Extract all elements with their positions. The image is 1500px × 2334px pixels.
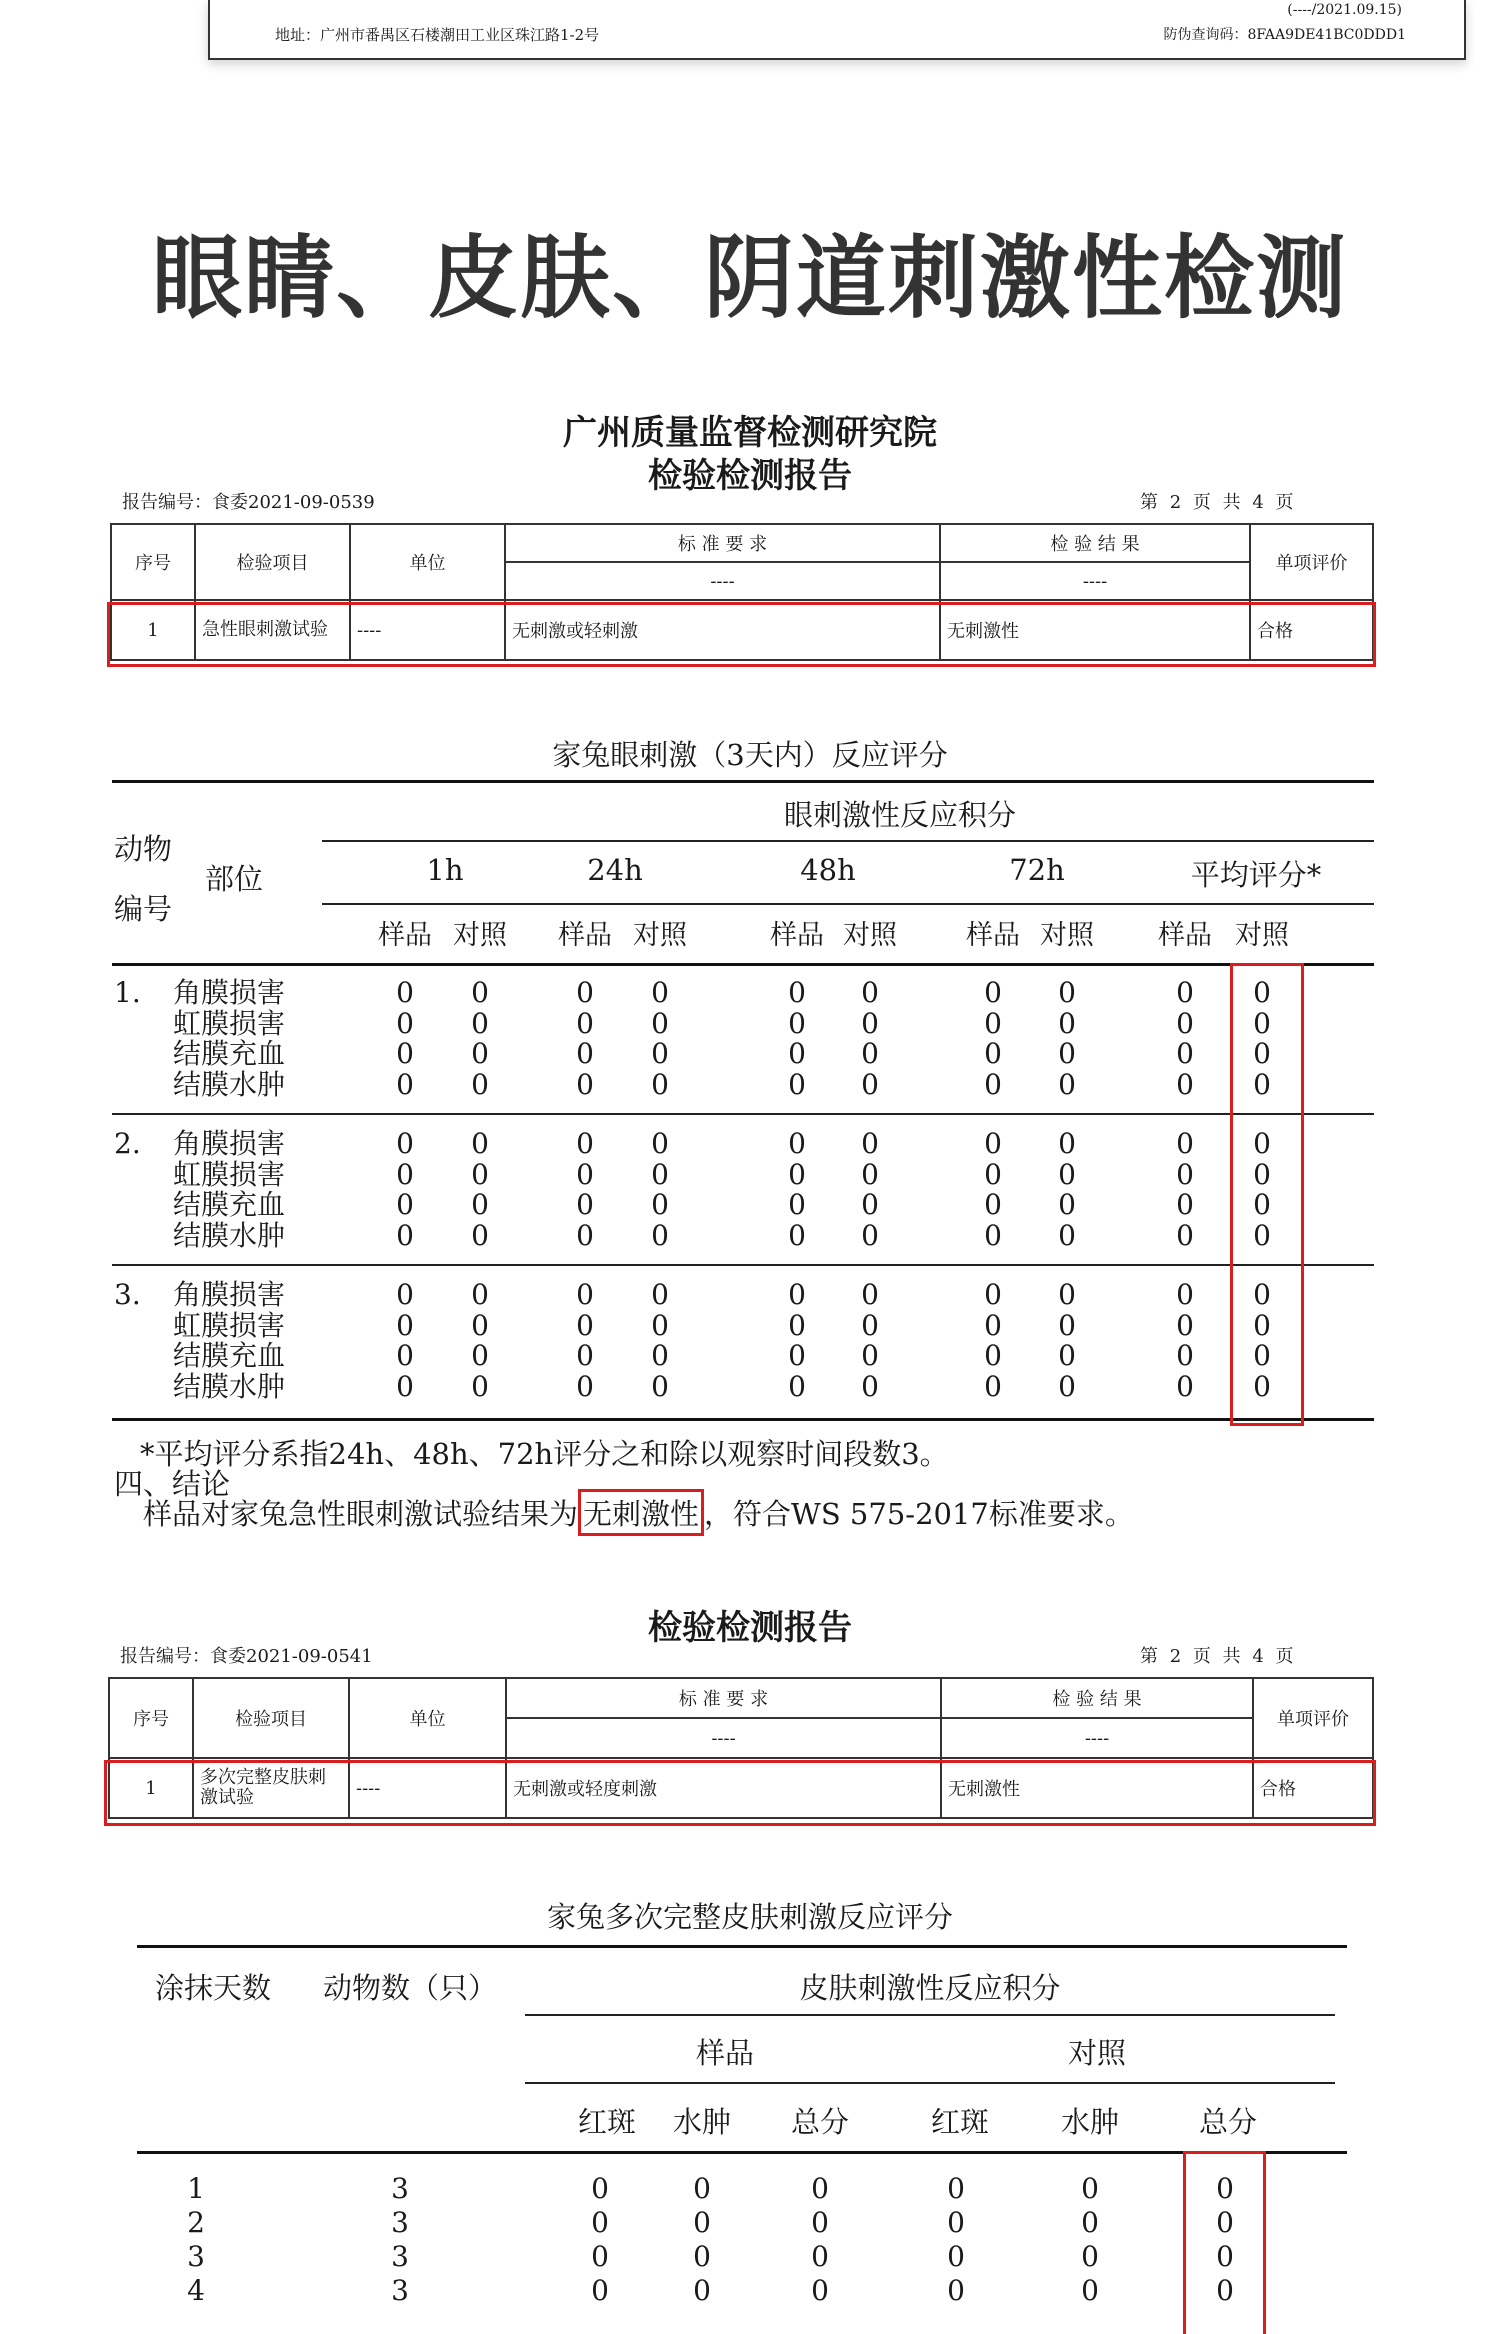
highlight-box-report1-row — [107, 602, 1376, 667]
eye-score: 0 — [861, 976, 879, 1009]
skin-score: 0 — [693, 2206, 711, 2239]
skin-score: 0 — [811, 2274, 829, 2307]
eye-score: 0 — [1253, 1157, 1271, 1191]
eye-score: 0 — [651, 1067, 669, 1101]
report1-page: 第 2 页 共 4 页 — [1140, 492, 1294, 513]
eye-time-header: 24h — [587, 853, 643, 887]
eye-score: 0 — [651, 976, 669, 1009]
eye-score: 0 — [788, 1218, 806, 1252]
eye-part-label: 角膜损害 — [173, 1127, 286, 1160]
eye-score: 0 — [651, 1339, 669, 1372]
eye-score: 0 — [396, 1188, 414, 1221]
eye-score: 0 — [396, 1369, 414, 1403]
skin-score: 0 — [947, 2206, 965, 2239]
skin-sub-header: 总分 — [1198, 2105, 1257, 2139]
eye-group-rule — [112, 1113, 1374, 1115]
eye-score: 0 — [984, 1188, 1002, 1221]
eye-score: 0 — [1253, 1067, 1271, 1101]
eye-span-rule — [322, 840, 1374, 842]
skin-group-control: 对照 — [1067, 2036, 1126, 2070]
eye-score: 0 — [576, 1006, 594, 1040]
eye-sub-sample: 样品 — [770, 920, 824, 951]
skin-sub-header: 水肿 — [672, 2105, 731, 2139]
eye-sub-sample: 样品 — [1158, 920, 1212, 951]
eye-span-header: 眼刺激性反应积分 — [783, 798, 1016, 832]
eye-time-header: 1h — [426, 853, 464, 887]
header-evaluation: 单项评价 — [1250, 524, 1373, 600]
eye-score: 0 — [984, 1339, 1002, 1372]
header-result: 检 验 结 果 — [941, 1678, 1253, 1718]
skin-score: 0 — [591, 2240, 609, 2273]
eye-score: 0 — [861, 1067, 879, 1101]
report1-number: 报告编号：食委2021-09-0539 — [122, 492, 375, 513]
skin-day: 2 — [187, 2206, 205, 2239]
row-unit: ---- — [349, 1758, 506, 1818]
eye-col-animal-2: 编号 — [114, 892, 173, 926]
conclusion-highlight: 无刺激性 — [578, 1489, 704, 1536]
skin-animal-count: 3 — [391, 2240, 409, 2273]
eye-score: 0 — [788, 1188, 806, 1221]
eye-score: 0 — [1253, 1127, 1271, 1160]
eye-part-label: 结膜水肿 — [173, 1369, 286, 1403]
eye-score: 0 — [788, 1127, 806, 1160]
eye-time-header: 72h — [1009, 853, 1065, 887]
skin-score: 0 — [1216, 2206, 1234, 2239]
eye-score: 0 — [1253, 1188, 1271, 1221]
eye-score: 0 — [576, 1339, 594, 1372]
eye-score: 0 — [651, 1308, 669, 1342]
anti-fake-code: 防伪查询码：8FAA9DE41BC0DDD1 — [1163, 27, 1406, 43]
eye-score: 0 — [576, 1157, 594, 1191]
eye-score: 0 — [1176, 1308, 1194, 1342]
eye-part-label: 角膜损害 — [173, 976, 286, 1009]
eye-score: 0 — [396, 1157, 414, 1191]
highlight-box-control-average — [1230, 963, 1304, 1426]
eye-sub-control: 对照 — [843, 920, 897, 951]
eye-score: 0 — [1058, 1278, 1076, 1311]
row-evaluation: 合格 — [1253, 1758, 1373, 1818]
eye-score: 0 — [861, 1369, 879, 1403]
row-standard: 无刺激或轻刺激 — [505, 600, 940, 660]
header-item: 检验项目 — [195, 524, 350, 600]
eye-score: 0 — [651, 1218, 669, 1252]
eye-part-label: 结膜水肿 — [173, 1218, 286, 1252]
eye-score: 0 — [1058, 1218, 1076, 1252]
eye-score: 0 — [576, 1369, 594, 1403]
eye-time-header: 48h — [800, 853, 856, 887]
eye-score: 0 — [1176, 1188, 1194, 1221]
eye-score: 0 — [471, 1067, 489, 1101]
eye-score: 0 — [861, 1157, 879, 1191]
skin-col-animals: 动物数（只） — [323, 1971, 498, 2005]
skin-day: 1 — [187, 2172, 205, 2205]
eye-score: 0 — [984, 1369, 1002, 1403]
header-standard: 标 准 要 求 — [505, 524, 940, 562]
header-result: 检 验 结 果 — [940, 524, 1250, 562]
eye-score: 0 — [651, 1157, 669, 1191]
skin-day: 3 — [187, 2240, 205, 2273]
row-item: 急性眼刺激试验 — [195, 600, 350, 660]
eye-score: 0 — [471, 1157, 489, 1191]
eye-score: 0 — [396, 1006, 414, 1040]
eye-score: 0 — [1058, 1157, 1076, 1191]
eye-score: 0 — [984, 1157, 1002, 1191]
eye-sub-sample: 样品 — [558, 920, 612, 951]
eye-score: 0 — [1253, 1278, 1271, 1311]
eye-score: 0 — [576, 1218, 594, 1252]
report2-page: 第 2 页 共 4 页 — [1140, 1646, 1294, 1667]
eye-sub-control: 对照 — [1040, 920, 1094, 951]
eye-table-title: 家兔眼刺激（3天内）反应评分 — [552, 738, 948, 772]
skin-score: 0 — [1216, 2274, 1234, 2307]
eye-score: 0 — [1176, 1218, 1194, 1252]
skin-animal-count: 3 — [391, 2172, 409, 2205]
eye-score: 0 — [984, 1308, 1002, 1342]
eye-score: 0 — [651, 1006, 669, 1040]
eye-col-animal-1: 动物 — [114, 832, 173, 866]
eye-score: 0 — [984, 1127, 1002, 1160]
header-item: 检验项目 — [193, 1678, 349, 1758]
highlight-box-report2-row — [104, 1760, 1376, 1826]
eye-score: 0 — [788, 1278, 806, 1311]
skin-score: 0 — [1216, 2172, 1234, 2205]
eye-score: 0 — [1176, 1339, 1194, 1372]
skin-table-top-rule — [137, 1945, 1347, 1948]
eye-score: 0 — [576, 1037, 594, 1070]
eye-animal-id: 1. — [114, 976, 141, 1009]
eye-score: 0 — [984, 976, 1002, 1009]
skin-score: 0 — [947, 2172, 965, 2205]
eye-part-label: 结膜水肿 — [173, 1067, 286, 1101]
eye-time-rule — [322, 903, 1374, 905]
report1-title: 检验检测报告 — [648, 456, 852, 496]
eye-score: 0 — [471, 1188, 489, 1221]
eye-score: 0 — [576, 1188, 594, 1221]
eye-header-bottom-rule — [112, 963, 1374, 966]
eye-score: 0 — [1176, 1127, 1194, 1160]
row-seq: 1 — [111, 600, 195, 660]
eye-score: 0 — [788, 1157, 806, 1191]
eye-col-part: 部位 — [205, 862, 264, 896]
eye-score: 0 — [471, 1006, 489, 1040]
skin-span-rule — [525, 2014, 1335, 2016]
skin-score: 0 — [947, 2240, 965, 2273]
eye-score: 0 — [1058, 976, 1076, 1009]
eye-score: 0 — [984, 1218, 1002, 1252]
eye-score: 0 — [1058, 1067, 1076, 1101]
result-dashes: ---- — [941, 1718, 1253, 1758]
header-seq: 序号 — [109, 1678, 193, 1758]
eye-score: 0 — [576, 1308, 594, 1342]
skin-animal-count: 3 — [391, 2206, 409, 2239]
row-standard: 无刺激或轻度刺激 — [506, 1758, 941, 1818]
eye-score: 0 — [788, 1006, 806, 1040]
eye-score: 0 — [1176, 1067, 1194, 1101]
highlight-box-control-total — [1183, 2151, 1266, 2334]
eye-score: 0 — [861, 1218, 879, 1252]
eye-table-bottom-rule — [112, 1418, 1374, 1421]
eye-score: 0 — [788, 1067, 806, 1101]
eye-score: 0 — [788, 1339, 806, 1372]
eye-score: 0 — [1058, 1037, 1076, 1070]
eye-score: 0 — [788, 976, 806, 1009]
eye-sub-sample: 样品 — [966, 920, 1020, 951]
skin-sub-header: 红斑 — [577, 2105, 636, 2139]
eye-score: 0 — [1253, 1218, 1271, 1252]
header-unit: 单位 — [349, 1678, 506, 1758]
eye-sub-sample: 样品 — [378, 920, 432, 951]
report2-number: 报告编号：食委2021-09-0541 — [120, 1646, 373, 1667]
certificate-date: (----/2021.09.15) — [1287, 2, 1402, 18]
eye-score: 0 — [788, 1369, 806, 1403]
eye-score: 0 — [396, 1278, 414, 1311]
eye-score: 0 — [1253, 1339, 1271, 1372]
eye-score: 0 — [471, 1218, 489, 1252]
eye-score: 0 — [471, 1369, 489, 1403]
eye-part-label: 结膜充血 — [173, 1339, 286, 1372]
skin-sub-header: 水肿 — [1060, 2105, 1119, 2139]
certificate-address: 地址：广州市番禺区石楼潮田工业区珠江路1-2号 — [275, 26, 600, 44]
eye-score: 0 — [471, 1278, 489, 1311]
eye-score: 0 — [1058, 1127, 1076, 1160]
header-standard: 标 准 要 求 — [506, 1678, 941, 1718]
eye-score: 0 — [576, 1278, 594, 1311]
institute-name: 广州质量监督检测研究院 — [563, 413, 937, 453]
eye-group-rule — [112, 1264, 1374, 1266]
eye-score: 0 — [471, 1308, 489, 1342]
eye-score: 0 — [576, 976, 594, 1009]
eye-score: 0 — [1176, 1157, 1194, 1191]
eye-score: 0 — [1176, 1369, 1194, 1403]
eye-score: 0 — [1253, 1037, 1271, 1070]
row-result: 无刺激性 — [941, 1758, 1253, 1818]
report2-title: 检验检测报告 — [648, 1608, 852, 1648]
standard-dashes: ---- — [505, 562, 940, 600]
eye-animal-id: 3. — [114, 1278, 141, 1311]
eye-score: 0 — [861, 1339, 879, 1372]
eye-animal-id: 2. — [114, 1127, 141, 1160]
certificate-card-bottom — [208, 0, 1466, 60]
eye-score: 0 — [1058, 1308, 1076, 1342]
eye-score: 0 — [861, 1278, 879, 1311]
conclusion-heading: 四、结论 — [114, 1467, 231, 1501]
eye-score: 0 — [576, 1067, 594, 1101]
skin-score: 0 — [591, 2274, 609, 2307]
eye-score: 0 — [861, 1006, 879, 1040]
eye-score: 0 — [1176, 1278, 1194, 1311]
eye-part-label: 结膜充血 — [173, 1188, 286, 1221]
standard-dashes: ---- — [506, 1718, 941, 1758]
eye-part-label: 虹膜损害 — [173, 1157, 286, 1191]
skin-score: 0 — [693, 2240, 711, 2273]
eye-score: 0 — [1176, 976, 1194, 1009]
page-title: 眼睛、皮肤、阴道刺激性检测 — [152, 226, 1348, 331]
eye-sub-control: 对照 — [453, 920, 507, 951]
row-unit: ---- — [350, 600, 505, 660]
eye-score: 0 — [984, 1037, 1002, 1070]
header-seq: 序号 — [111, 524, 195, 600]
skin-group-rule — [525, 2082, 1335, 2084]
skin-score: 0 — [1216, 2240, 1234, 2273]
eye-score: 0 — [1058, 1369, 1076, 1403]
skin-score: 0 — [1081, 2206, 1099, 2239]
skin-score: 0 — [811, 2206, 829, 2239]
result-dashes: ---- — [940, 562, 1250, 600]
row-item: 多次完整皮肤刺激试验 — [193, 1758, 349, 1818]
eye-score: 0 — [396, 1308, 414, 1342]
conclusion-pre: 样品对家兔急性眼刺激试验结果为 — [143, 1497, 579, 1531]
skin-animal-count: 3 — [391, 2274, 409, 2307]
skin-day: 4 — [187, 2274, 205, 2307]
eye-score: 0 — [1253, 1308, 1271, 1342]
eye-score: 0 — [984, 1067, 1002, 1101]
eye-score: 0 — [1176, 1006, 1194, 1040]
skin-score: 0 — [591, 2206, 609, 2239]
skin-score: 0 — [947, 2274, 965, 2307]
skin-score: 0 — [1081, 2240, 1099, 2273]
eye-score: 0 — [471, 1127, 489, 1160]
eye-score: 0 — [396, 1067, 414, 1101]
skin-group-sample: 样品 — [695, 2036, 754, 2070]
eye-score: 0 — [471, 1339, 489, 1372]
eye-score: 0 — [396, 1037, 414, 1070]
eye-score: 0 — [396, 1339, 414, 1372]
skin-table-title: 家兔多次完整皮肤刺激反应评分 — [546, 1900, 953, 1934]
eye-score: 0 — [861, 1188, 879, 1221]
skin-score: 0 — [811, 2172, 829, 2205]
conclusion-text — [143, 1492, 1134, 1533]
header-unit: 单位 — [350, 524, 505, 600]
eye-score: 0 — [651, 1369, 669, 1403]
eye-score: 0 — [984, 1006, 1002, 1040]
eye-score: 0 — [861, 1308, 879, 1342]
eye-score: 0 — [788, 1308, 806, 1342]
eye-sub-control: 对照 — [1235, 920, 1289, 951]
skin-sub-header: 红斑 — [930, 2105, 989, 2139]
eye-score: 0 — [396, 1218, 414, 1252]
eye-score: 0 — [471, 976, 489, 1009]
conclusion-post: ，符合WS 575-2017标准要求。 — [704, 1497, 1134, 1531]
eye-score: 0 — [788, 1037, 806, 1070]
row-evaluation: 合格 — [1250, 600, 1373, 660]
row-seq: 1 — [109, 1758, 193, 1818]
eye-table-top-rule — [112, 780, 1374, 783]
eye-score: 0 — [984, 1278, 1002, 1311]
eye-score: 0 — [1058, 1339, 1076, 1372]
eye-score: 0 — [651, 1037, 669, 1070]
eye-part-label: 虹膜损害 — [173, 1006, 286, 1040]
eye-part-label: 角膜损害 — [173, 1278, 286, 1311]
skin-score: 0 — [811, 2240, 829, 2273]
eye-footnote: *平均评分系指24h、48h、72h评分之和除以观察时间段数3。 — [140, 1437, 949, 1471]
skin-score: 0 — [693, 2274, 711, 2307]
skin-score: 0 — [693, 2172, 711, 2205]
eye-score: 0 — [396, 976, 414, 1009]
row-result: 无刺激性 — [940, 600, 1250, 660]
eye-score: 0 — [471, 1037, 489, 1070]
eye-score: 0 — [651, 1278, 669, 1311]
skin-col-days: 涂抹天数 — [155, 1971, 272, 2005]
eye-time-header: 平均评分* — [1190, 858, 1322, 892]
header-evaluation: 单项评价 — [1253, 1678, 1373, 1758]
eye-score: 0 — [1253, 976, 1271, 1009]
eye-score: 0 — [861, 1127, 879, 1160]
skin-score: 0 — [1081, 2274, 1099, 2307]
skin-sub-header: 总分 — [790, 2105, 849, 2139]
eye-sub-control: 对照 — [633, 920, 687, 951]
eye-score: 0 — [861, 1037, 879, 1070]
eye-part-label: 虹膜损害 — [173, 1308, 286, 1342]
eye-score: 0 — [651, 1127, 669, 1160]
skin-score: 0 — [1081, 2172, 1099, 2205]
eye-score: 0 — [1253, 1006, 1271, 1040]
skin-header-bottom-rule — [137, 2151, 1347, 2154]
eye-score: 0 — [576, 1127, 594, 1160]
skin-score: 0 — [591, 2172, 609, 2205]
eye-score: 0 — [1253, 1369, 1271, 1403]
skin-span-header: 皮肤刺激性反应积分 — [799, 1971, 1061, 2005]
eye-score: 0 — [396, 1127, 414, 1160]
eye-score: 0 — [1176, 1037, 1194, 1070]
eye-score: 0 — [1058, 1006, 1076, 1040]
eye-score: 0 — [651, 1188, 669, 1221]
eye-part-label: 结膜充血 — [173, 1037, 286, 1070]
eye-score: 0 — [1058, 1188, 1076, 1221]
